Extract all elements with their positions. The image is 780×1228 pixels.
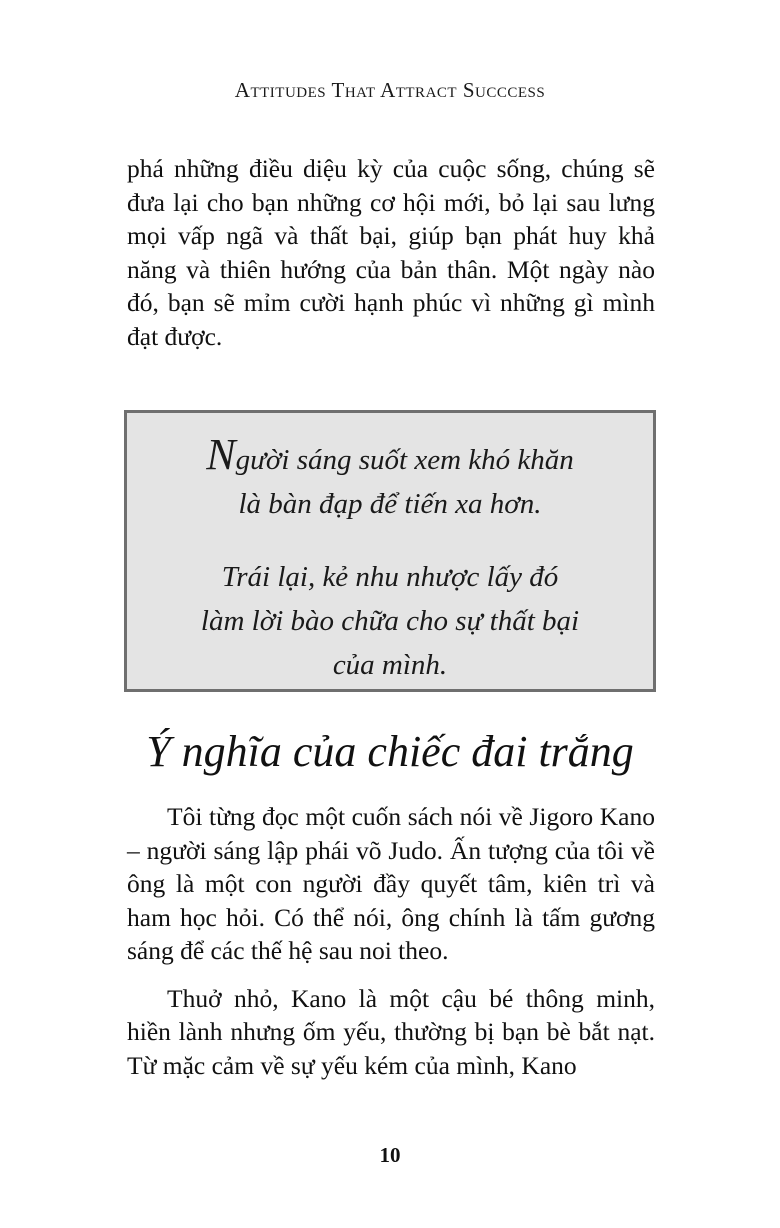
quote-box [124,410,656,692]
quote-line-5: của mình. [332,649,448,681]
quote-line-2: là bàn đạp để tiến xa hơn. [238,488,542,520]
page-number: 10 [379,1143,401,1167]
quote-block-2 [127,555,653,687]
story-paragraph-2: Thuở nhỏ, Kano là một cậu bé thông minh, hiền lành nhưng ốm yếu, thường bị bạn bè bắt nạt. Từ mặc cảm về sự yếu kém của mình, Kano [127,983,655,1080]
intro-paragraph: phá những điều diệu kỳ của cuộc sống, chúng sẽ đưa lại cho bạn những cơ hội mới, bỏ lại sau lưng mọi vấp ngã và thất bại, giúp bạn phát huy khả năng và thiên hướng của bản thân. Một ngày nào đó, bạn sẽ mỉm cười hạnh phúc vì những gì mình đạt được. [127,154,655,351]
intro-text [127,152,655,353]
quote-block-1 [127,430,653,526]
running-header: Attitudes That Attract Succcess [234,78,546,102]
quote-dropcap: N [206,430,236,479]
story-paragraph-1: Tôi từng đọc một cuốn sách nói về Jigoro Kano – người sáng lập phái võ Judo. Ấn tượng của tôi về ông là một con người đầy quyết tâm, kiên trì và ham học hỏi. Có thể nói, ông chính là tấm gương sáng để các thế hệ sau noi theo. [127,802,655,965]
quote-line-1 [127,430,653,482]
story-text [127,800,655,1082]
quote-line-4: làm lời bào chữa cho sự thất bại [200,605,580,637]
quote-line-1-rest: gười sáng suốt xem khó khăn [235,444,574,476]
quote-line-3: Trái lại, kẻ nhu nhược lấy đó [221,561,559,593]
section-title: Ý nghĩa của chiếc đai trắng [146,727,634,776]
